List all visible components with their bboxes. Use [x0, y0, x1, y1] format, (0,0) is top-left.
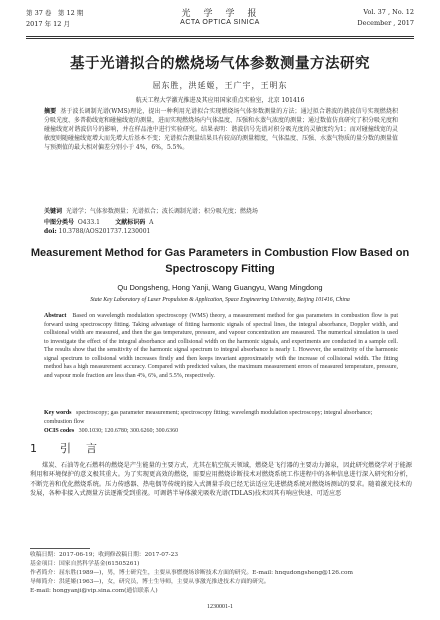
footnote-rule	[30, 548, 90, 549]
doi-label: doi:	[44, 228, 57, 235]
doc-code-label: 文献标识码	[115, 219, 146, 226]
intro-paragraph: 煤炭、石油等化石燃料的燃烧是产生能量的主要方式，尤其在航空航天领域，燃烧是飞行器的主要动力源泉，因此研究燃烧学对于能源利用和环境保护的意义极其重大。为了实现更高效的燃烧，需要应用燃烧诊断技术对燃烧系统工作进程中的各种信息进行深入研究和分析，不断完善和优化燃烧系统。压力传感器、热电偶等传统的接入式测量手段已经无法适应先进燃烧系统对燃烧场测试的要求。随着激光技术的发展，各种非接入式测量方法逐渐受到重视。可调谐半导体激光吸收光谱(TDLAS)技术因其有响应快速、可适应恶	[30, 462, 412, 497]
date-cn: 2017 年 12 月	[26, 20, 71, 28]
ocis-value: 300.1030; 120.6780; 300.6260; 300.6360	[78, 428, 179, 434]
running-header	[26, 6, 414, 34]
abstract-en	[44, 312, 398, 380]
journal-name-en: ACTA OPTICA SINICA	[180, 19, 260, 26]
keywords-cn-label: 关键词	[44, 208, 63, 215]
abstract-cn-text: 基于波长调制光谱(WMS)理论，提出一种利用光谱拟合实现燃烧场气体参数测量的方法；通过拟合谐波的谐波信号实现燃烧积分吸光度、多普勒线宽和碰撞线宽的测量，进而实现燃烧场内气体温度、压强和水蒸气浓度的测量；通过数值仿真研究了积分吸光度和碰撞线宽对谐波信号的影响，并在样品池中进行实验研究。结果表明：谐波信号先谱对积分吸光度的灵敏度约为1；而对碰撞线宽的灵敏度则随碰撞线宽增大而先增大后基本不变；光谱拟合测量结果具有较高的测量精度，气体温度、压强、水蒸气物质的量分数的测量值与预测值的最大相对偏差分别小于 4%，6%，5.5%。	[44, 108, 399, 151]
keywords-en	[44, 409, 398, 426]
keywords-en-text: spectroscopy; gas parameter measurement; spectroscopy fitting; wavelength modulation spectroscopy; integral absorbance; combustion flow	[44, 410, 373, 425]
class-label: 中图分类号	[44, 219, 75, 226]
affiliation-en: State Key Laboratory of Laser Propulsion & Application, Space Engineering University, Beijing 101416, China	[90, 297, 350, 303]
footnote-received: 收稿日期：2017-06-19；收到修改稿日期：2017-07-23	[30, 552, 179, 558]
authors-cn: 屈东胜，洪延姬，王广宇，王明东	[152, 81, 288, 90]
authors-en: Qu Dongsheng, Hong Yanji, Wang Guangyu, Wang Mingdong	[117, 283, 323, 292]
section-number: 1	[30, 442, 39, 455]
keywords-cn-text: 光谱学；气体参数测量；光谱拟合；波长调制光谱；积分吸光度；燃烧场	[65, 208, 258, 215]
footnote-author: 作者简介：屈东胜(1989—)，男，博士研究生，主要从事燃烧场诊断技术方面的研究。E-mail: hnqudongsheng@126.com	[30, 570, 353, 576]
abstract-cn-label: 摘要	[44, 108, 57, 115]
abstract-en-text: Based on wavelength modulation spectroscopy (WMS) theory, a measurement method for gas parameters in combustion flow is put forward using spectroscopy fitting. Taking advantage of fitting harmonic signals of spectral lines, the integral absorbance, Doppler width, and collisional width are measured, and then the gas temperature, pressure, and vapour concentration are measured. The numerical simulation is used to investigate the effect of the integral absorbance and collisional width on the harmonic signals, and experiments are conducted in a sample cell. The results show that the sensitivity of the harmonic signal spectrum to integral absorbance is nearly 1. However, the sensitivity of the harmonic signal spectrum to collisional width increases firstly and then keeps invariant approximately with the increase of collisional width. The fitting method has a high measurement accuracy. Compared with predicted values, the maximum measurement errors of measured temperature, pressure, and vapour mole fraction are less than 4%, 6%, and 5.5%, respectively.	[44, 313, 398, 379]
footnote-email: E-mail: hongyanji@vip.sina.com(通信联系人)	[30, 588, 158, 594]
doi	[44, 228, 150, 235]
journal-name-cn: 光 学 学 报	[181, 9, 259, 19]
section-title: 引 言	[60, 442, 99, 455]
header-rule	[26, 36, 414, 37]
footnote-fund: 基金项目：国家自然科学基金(61505261)	[30, 561, 140, 567]
header-rule-thin	[26, 38, 414, 39]
abstract-cn	[44, 108, 398, 153]
volume-en: Vol. 37 , No. 12	[363, 8, 414, 16]
doi-value: 10.3788/AOS201737.1230001	[58, 228, 151, 235]
classification-cn	[44, 217, 153, 226]
paper-title-cn: 基于光谱拟合的燃烧场气体参数测量方法研究	[70, 56, 370, 72]
keywords-cn	[44, 206, 398, 215]
ocis-codes	[44, 428, 178, 434]
doc-code-value: A	[149, 219, 154, 226]
keywords-en-label: Key words	[44, 410, 72, 416]
class-value: O433.1	[77, 219, 100, 226]
footnote-advisor: 导师简介：洪延姬(1963—)，女，研究员，博士生导师，主要从事激光推进技术方面的研究。	[30, 579, 270, 585]
paper-title-en: Measurement Method for Gas Parameters in Combustion Flow Based on Spectroscopy Fitting	[30, 247, 410, 275]
date-en: December , 2017	[357, 19, 414, 27]
volume-cn: 第 37 卷 第 12 期	[26, 9, 84, 17]
ocis-label: OCIS codes	[44, 428, 75, 434]
section-heading	[30, 440, 99, 456]
page-number: 1230001-1	[207, 604, 233, 610]
affiliation-cn: 航天工程大学激光推进及其应用国家重点实验室，北京 101416	[135, 97, 305, 104]
abstract-en-label: Abstract	[44, 313, 67, 319]
